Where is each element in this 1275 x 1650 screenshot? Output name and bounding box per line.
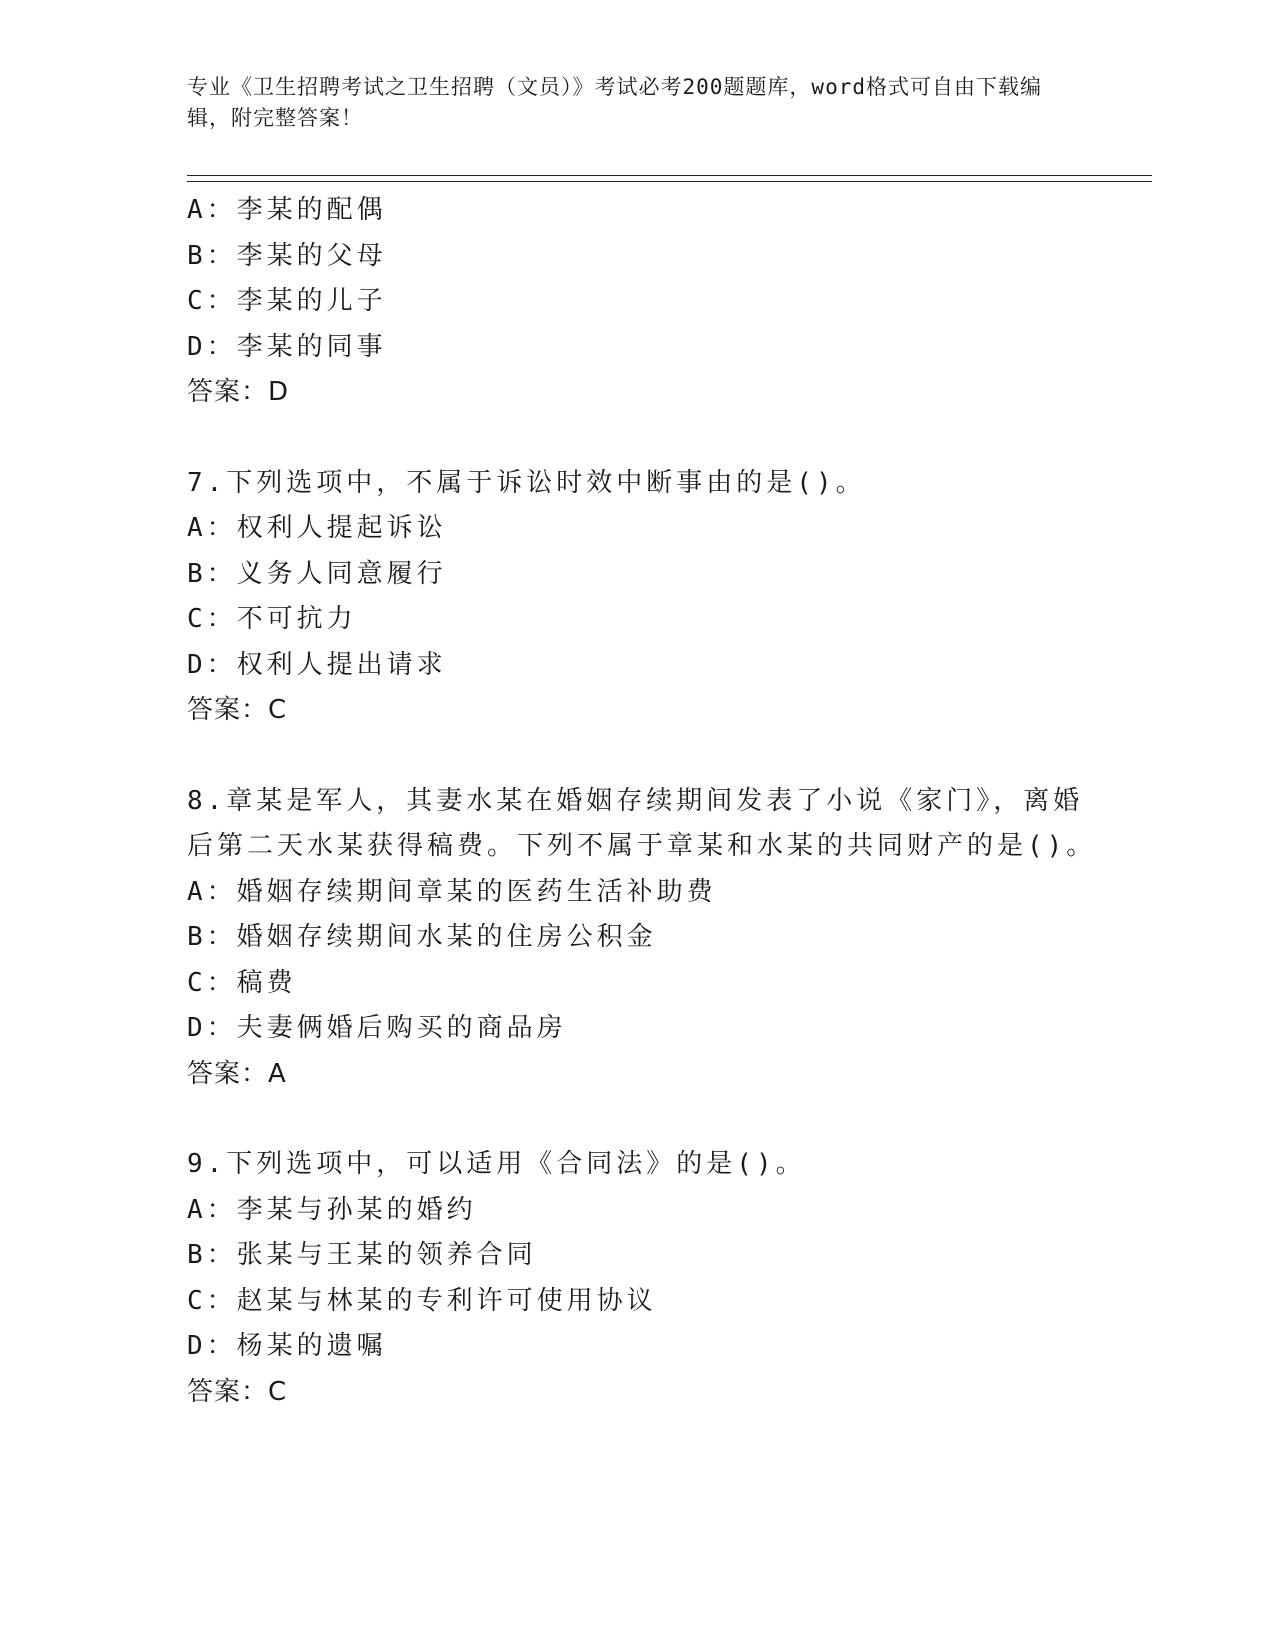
option-d: D：夫妻俩婚后购买的商品房 [187, 1013, 567, 1043]
option-d: D：李某的同事 [187, 331, 387, 362]
question-stem-line-1: 8.章某是军人，其妻水某在婚姻存续期间发表了小说《家门》，离婚 [187, 785, 1084, 816]
question-6 [187, 188, 1127, 416]
option-d: D：杨某的遗嘱 [187, 1331, 387, 1361]
document-header: 专业《卫生招聘考试之卫生招聘（文员）》考试必考200题题库，word格式可自由下载编辑，附完整答案！ [187, 75, 1042, 130]
option-b: B：义务人同意履行 [187, 558, 447, 589]
spacer [187, 1097, 1127, 1142]
header-rule-bottom [187, 181, 1152, 182]
question-stem: 9.下列选项中，可以适用《合同法》的是()。 [187, 1149, 806, 1179]
answer: 答案：D [187, 377, 290, 407]
option-c: C：稿费 [187, 967, 297, 998]
option-b: B：婚姻存续期间水某的住房公积金 [187, 922, 657, 952]
answer: 答案：C [187, 695, 288, 725]
answer: 答案：A [187, 1058, 287, 1089]
option-a: A：婚姻存续期间章某的医药生活补助费 [187, 876, 717, 907]
question-stem: 7.下列选项中，不属于诉讼时效中断事由的是()。 [187, 467, 866, 498]
option-c: C：赵某与林某的专利许可使用协议 [187, 1285, 657, 1316]
question-list [187, 188, 1127, 1415]
answer: 答案：C [187, 1376, 288, 1407]
option-c: C：李某的儿子 [187, 286, 387, 316]
question-7 [187, 461, 1127, 734]
option-d: D：权利人提出请求 [187, 649, 447, 680]
question-8 [187, 779, 1127, 1098]
header-rule-top [187, 175, 1152, 176]
option-b: B：张某与王某的领养合同 [187, 1240, 537, 1270]
spacer [187, 734, 1127, 779]
option-a: A：李某与孙某的婚约 [187, 1194, 477, 1225]
spacer [187, 416, 1127, 461]
question-stem-line-2: 后第二天水某获得稿费。下列不属于章某和水某的共同财产的是()。 [187, 831, 1097, 861]
option-a: A：权利人提起诉讼 [187, 513, 447, 543]
question-9 [187, 1142, 1127, 1415]
option-a: A：李某的配偶 [187, 195, 387, 225]
option-b: B：李某的父母 [187, 240, 387, 271]
option-c: C：不可抗力 [187, 604, 357, 634]
